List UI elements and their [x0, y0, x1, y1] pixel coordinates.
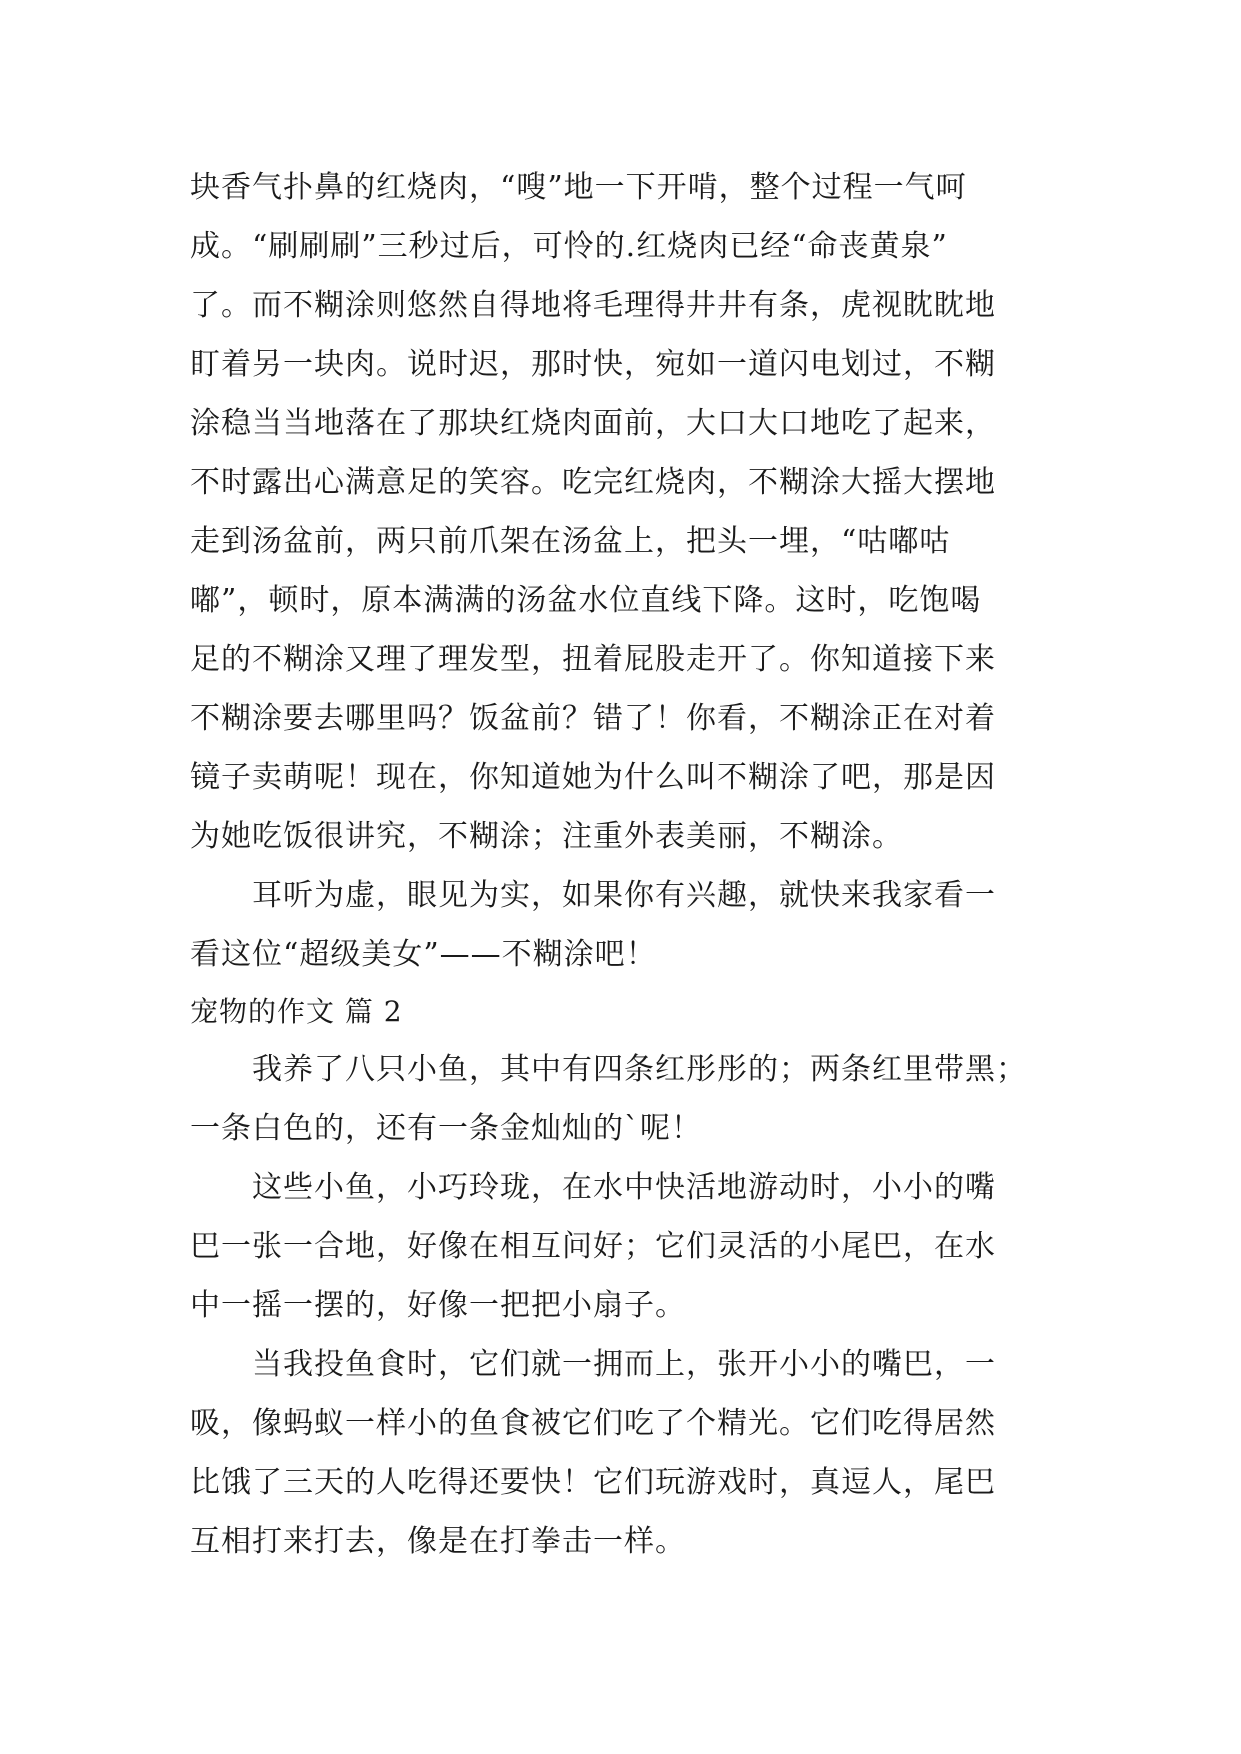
text-line: 镜子卖萌呢！现在，你知道她为什么叫不糊涂了吧，那是因 — [190, 760, 996, 795]
text-line: 一条白色的，还有一条金灿灿的`呢！ — [190, 1111, 702, 1146]
text-line: 为她吃饭很讲究，不糊涂；注重外表美丽，不糊涂。 — [190, 819, 903, 854]
text-line: 吸，像蚂蚁一样小的鱼食被它们吃了个精光。它们吃得居然 — [190, 1406, 996, 1441]
document-page — [190, 158, 1050, 1571]
text-line: 嘟”，顿时，原本满满的汤盆水位直线下降。这时，吃饱喝 — [190, 583, 982, 618]
text-line: 这些小鱼，小巧玲珑，在水中快活地游动时，小小的嘴 — [252, 1170, 996, 1205]
text-line: 耳听为虚，眼见为实，如果你有兴趣，就快来我家看一 — [252, 878, 996, 913]
text-line: 了。而不糊涂则悠然自得地将毛理得井井有条，虎视眈眈地 — [190, 288, 996, 323]
paragraph — [190, 158, 1050, 866]
text-line: 看这位“超级美女”——不糊涂吧！ — [190, 937, 657, 972]
text-line: 足的不糊涂又理了理发型，扭着屁股走开了。你知道接下来 — [190, 642, 996, 677]
text-line: 巴一张一合地，好像在相互问好；它们灵活的小尾巴，在水 — [190, 1229, 996, 1264]
paragraph — [190, 1158, 1050, 1335]
text-line: 盯着另一块肉。说时迟，那时快，宛如一道闪电划过，不糊 — [190, 347, 996, 382]
text-line: 不时露出心满意足的笑容。吃完红烧肉，不糊涂大摇大摆地 — [190, 465, 996, 500]
text-line: 成。“刷刷刷”三秒过后，可怜的.红烧肉已经“命丧黄泉” — [190, 229, 948, 264]
section-heading: 宠物的作文 篇 2 — [190, 995, 403, 1028]
text-line: 中一摇一摆的，好像一把把小扇子。 — [190, 1288, 686, 1323]
text-line: 走到汤盆前，两只前爪架在汤盆上，把头一埋，“咕嘟咕 — [190, 524, 951, 559]
paragraph — [190, 1040, 1050, 1158]
text-line: 比饿了三天的人吃得还要快！它们玩游戏时，真逗人，尾巴 — [190, 1465, 996, 1500]
paragraph — [190, 866, 1050, 984]
text-line: 涂稳当当地落在了那块红烧肉面前，大口大口地吃了起来， — [190, 406, 996, 441]
text-line: 我养了八只小鱼，其中有四条红彤彤的；两条红里带黑； — [252, 1052, 1027, 1087]
paragraph — [190, 1335, 1050, 1571]
text-line: 互相打来打去，像是在打拳击一样。 — [190, 1524, 686, 1559]
text-line: 不糊涂要去哪里吗？饭盆前？错了！你看，不糊涂正在对着 — [190, 701, 996, 736]
text-line: 块香气扑鼻的红烧肉，“嗖”地一下开啃，整个过程一气呵 — [190, 170, 967, 205]
text-line: 当我投鱼食时，它们就一拥而上，张开小小的嘴巴，一 — [252, 1347, 996, 1382]
